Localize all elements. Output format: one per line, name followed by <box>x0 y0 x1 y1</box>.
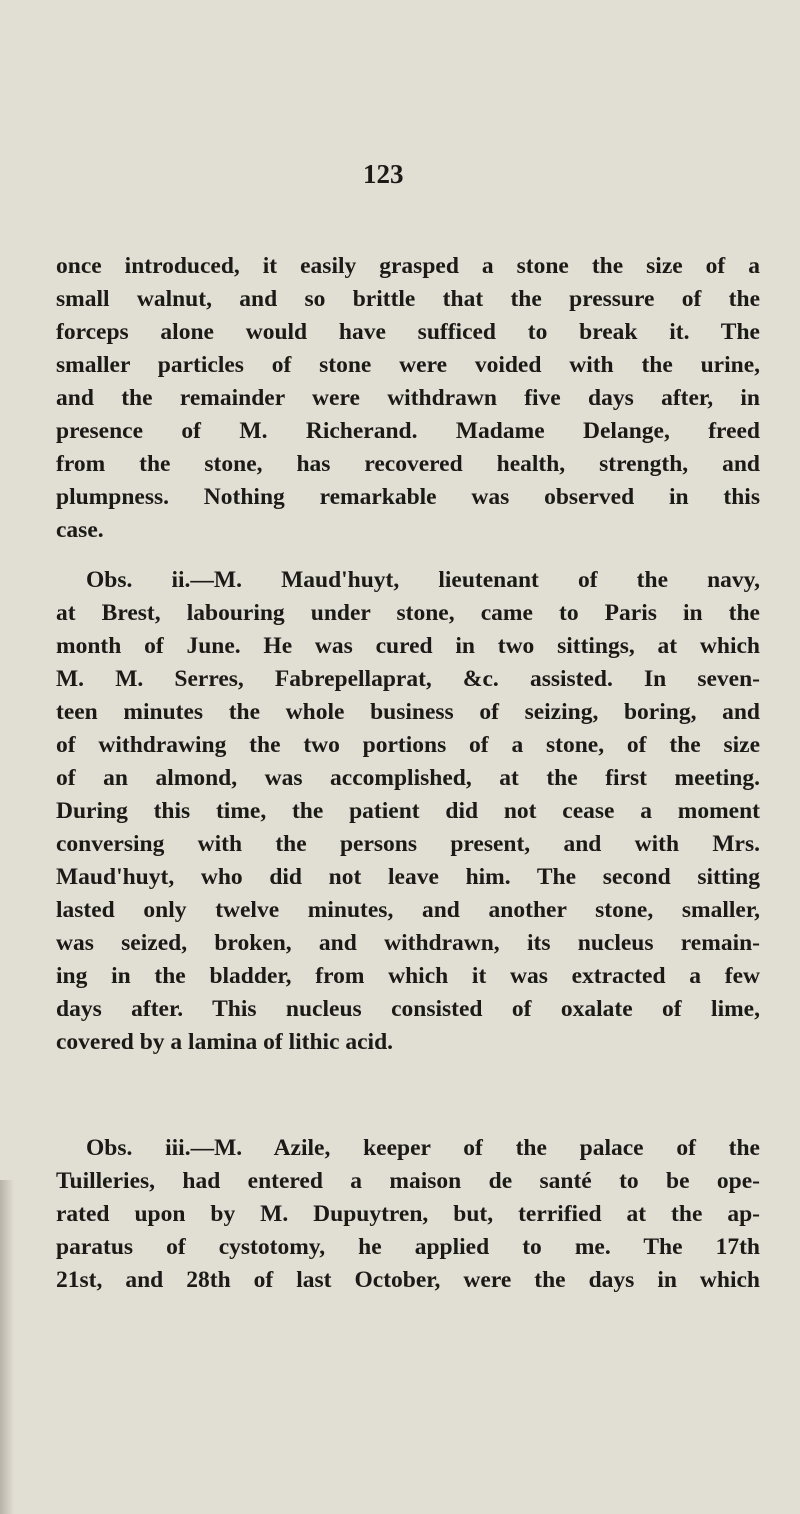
text-line: of withdrawing the two portions of a stone, of the size <box>56 732 760 758</box>
text-line: small walnut, and so brittle that the pressure of the <box>56 286 760 312</box>
text-line: M. M. Serres, Fabrepellaprat, &c. assisted. In seven- <box>56 666 760 692</box>
text-line: ing in the bladder, from which it was extracted a few <box>56 963 760 989</box>
text-line: 21st, and 28th of last October, were the days in which <box>56 1267 760 1293</box>
text-line: and the remainder were withdrawn five days after, in <box>56 385 760 411</box>
text-line: teen minutes the whole business of seizing, boring, and <box>56 699 760 725</box>
page-gutter-shadow <box>0 1180 14 1514</box>
text-line: conversing with the persons present, and with Mrs. <box>56 831 760 857</box>
text-line: of an almond, was accomplished, at the first meeting. <box>56 765 760 791</box>
paragraph-3 <box>56 1132 760 1297</box>
paragraph-1 <box>56 250 760 547</box>
text-line: from the stone, has recovered health, strength, and <box>56 451 760 477</box>
text-line: During this time, the patient did not cease a moment <box>56 798 760 824</box>
text-line: once introduced, it easily grasped a stone the size of a <box>56 253 760 279</box>
text-line: Obs. ii.—M. Maud'huyt, lieutenant of the navy, <box>86 567 760 593</box>
text-line: forceps alone would have sufficed to break it. The <box>56 319 760 345</box>
text-line: lasted only twelve minutes, and another stone, smaller, <box>56 897 760 923</box>
text-line: Maud'huyt, who did not leave him. The second sitting <box>56 864 760 890</box>
page-number: 123 <box>363 159 404 189</box>
text-line: case. <box>56 517 104 543</box>
text-line: days after. This nucleus consisted of oxalate of lime, <box>56 996 760 1022</box>
text-line: rated upon by M. Dupuytren, but, terrified at the ap- <box>56 1201 760 1227</box>
text-line: at Brest, labouring under stone, came to Paris in the <box>56 600 760 626</box>
text-line: Obs. iii.—M. Azile, keeper of the palace of the <box>86 1135 760 1161</box>
text-line: covered by a lamina of lithic acid. <box>56 1029 394 1055</box>
text-line: paratus of cystotomy, he applied to me. The 17th <box>56 1234 760 1260</box>
paragraph-2 <box>56 564 760 1059</box>
text-line: smaller particles of stone were voided with the urine, <box>56 352 760 378</box>
text-line: was seized, broken, and withdrawn, its nucleus remain- <box>56 930 760 956</box>
text-line: month of June. He was cured in two sittings, at which <box>56 633 760 659</box>
text-line: Tuilleries, had entered a maison de santé to be ope- <box>56 1168 760 1194</box>
text-line: presence of M. Richerand. Madame Delange, freed <box>56 418 760 444</box>
text-line: plumpness. Nothing remarkable was observed in this <box>56 484 760 510</box>
